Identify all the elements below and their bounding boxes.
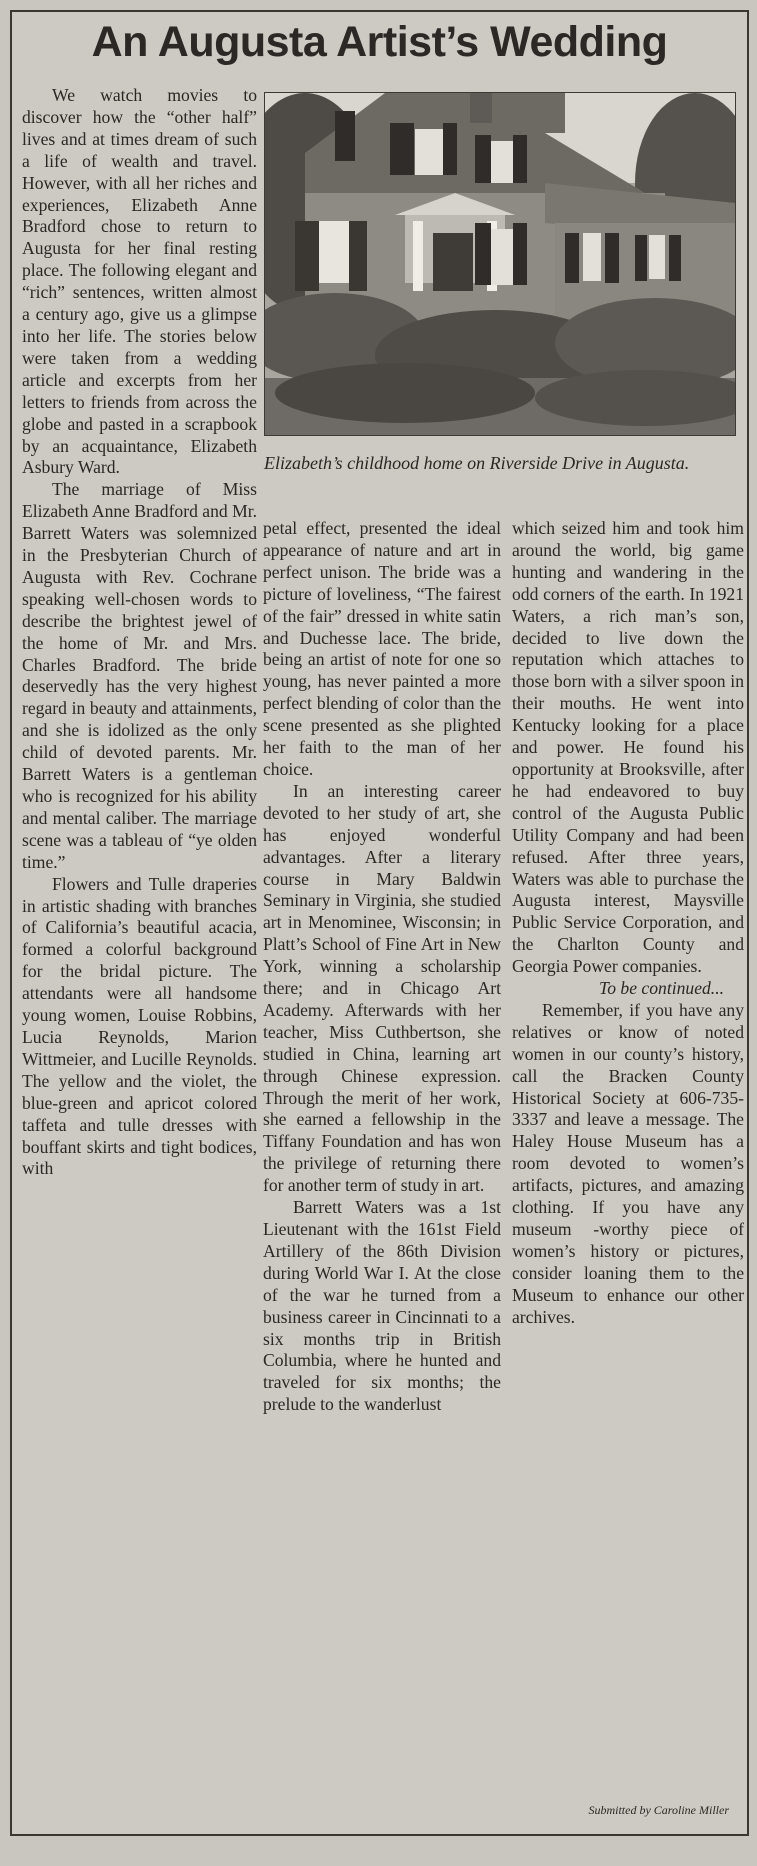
to-be-continued: To be continued...	[599, 978, 724, 999]
column-3	[512, 518, 744, 1329]
byline-credit: Submitted by Caroline Miller	[588, 1803, 729, 1817]
paragraph-flowers: Flowers and Tulle draperies in artistic shading with branches of California’s beautiful acacia, formed a colorful background for the bridal picture. The attendants were all handsome young women, Louise Robbins, Lucia Reynolds, Marion Wittmeier, and Lucille Reynolds. The yellow and the violet, the blue-green and apricot colored taffeta and tulle dresses with bouffant skirts and tight bodices, with	[22, 873, 257, 1179]
photo-caption: Elizabeth’s childhood home on Riverside Drive in Augusta.	[264, 453, 690, 473]
paragraph-wanderlust: which seized him and took him around the world, big game hunting and wandering in the odd corners of the earth. In 1921 Waters, a rich man’s son, decided to live down the reputation which attaches to those born with a silver spoon in their mouths. He went into Kentucky looking for a place and power. He found his opportunity at Brooksville, after he had endeavored to buy control of the Augusta Public Utility Company and had been refused. After three years, Waters was able to purchase the Augusta interest, Maysville Public Service Corporation, and the Charlton County and Georgia Power companies.	[512, 518, 744, 977]
paragraph-marriage: The marriage of Miss Elizabeth Anne Bradford and Mr. Barrett Waters was solemnized in the Presbyterian Church of Augusta with Rev. Cochrane speaking well-chosen words to describe the brightest jewel of the home of Mr. and Mrs. Charles Bradford. The bride deservedly has the very highest regard in beauty and attainments, and she is idolized as the only child of devoted parents. Mr. Barrett Waters is a gentleman who is recognized for his ability and mental caliber. The marriage scene was a tableau of “ye olden time.”	[22, 479, 258, 872]
paragraph-barrett: Barrett Waters was a 1st Lieutenant with the 161st Field Artillery of the 86th Division during World War I. At the close of the war he turned from a business career in Cincinnati to a six months trip in British Columbia, where he hunted and traveled for six months; the prelude to the wanderlust	[263, 1197, 501, 1415]
paragraph-petal: petal effect, presented the ideal appearance of nature and art in perfect unison. The bride was a picture of loveliness, “The fairest of the fair” dressed in white satin and Duchesse lace. The bride, being an artist of note for one so young, has never painted a more perfect blending of color than the scene presented as she plighted her faith to the man of her choice.	[263, 518, 501, 779]
column-2	[263, 518, 501, 1416]
house-photo	[264, 92, 736, 436]
paragraph-remember: Remember, if you have any relatives or know of noted women in our county’s history, call the Bracken County Historical Society at 606-735-3337 and leave a message. The Haley House Museum has a room devoted to women’s artifacts, pictures, and amazing clothing. If you have any museum -worthy piece of women’s history or pictures, consider loaning them to the Museum to enhance our other archives.	[512, 999, 744, 1327]
column-1	[22, 85, 257, 1180]
paragraph-intro: We watch movies to discover how the “other half” lives and at times dream of such a life of wealth and travel. However, with all her riches and experiences, Elizabeth Anne Bradford chose to return to Augusta for her final resting place. The following elegant and “rich” sentences, written almost a century ago, give us a glimpse into her life. The stories below were taken from a wedding article and excerpts from her letters to friends from across the globe and pasted in a scrapbook by an acquaintance, Elizabeth Asbury Ward.	[22, 85, 257, 478]
newspaper-clipping	[10, 10, 749, 1836]
house-illustration	[265, 93, 735, 435]
paragraph-career: In an interesting career devoted to her study of art, she has enjoyed wonderful advantages. After a literary course in Mary Baldwin Seminary in Virginia, she studied art in Menominee, Wisconsin; in Platt’s School of Fine Art in New York, winning a scholarship there; and in Chicago Art Academy. Afterwards with her teacher, Miss Cuthbertson, she studied in China, learning art through Chinese expression. Through the merit of her work, she earned a fellowship in the Tiffany Foundation and has won the privilege of returning there for another term of study in art.	[263, 780, 501, 1196]
headline: An Augusta Artist’s Wedding	[91, 18, 668, 66]
